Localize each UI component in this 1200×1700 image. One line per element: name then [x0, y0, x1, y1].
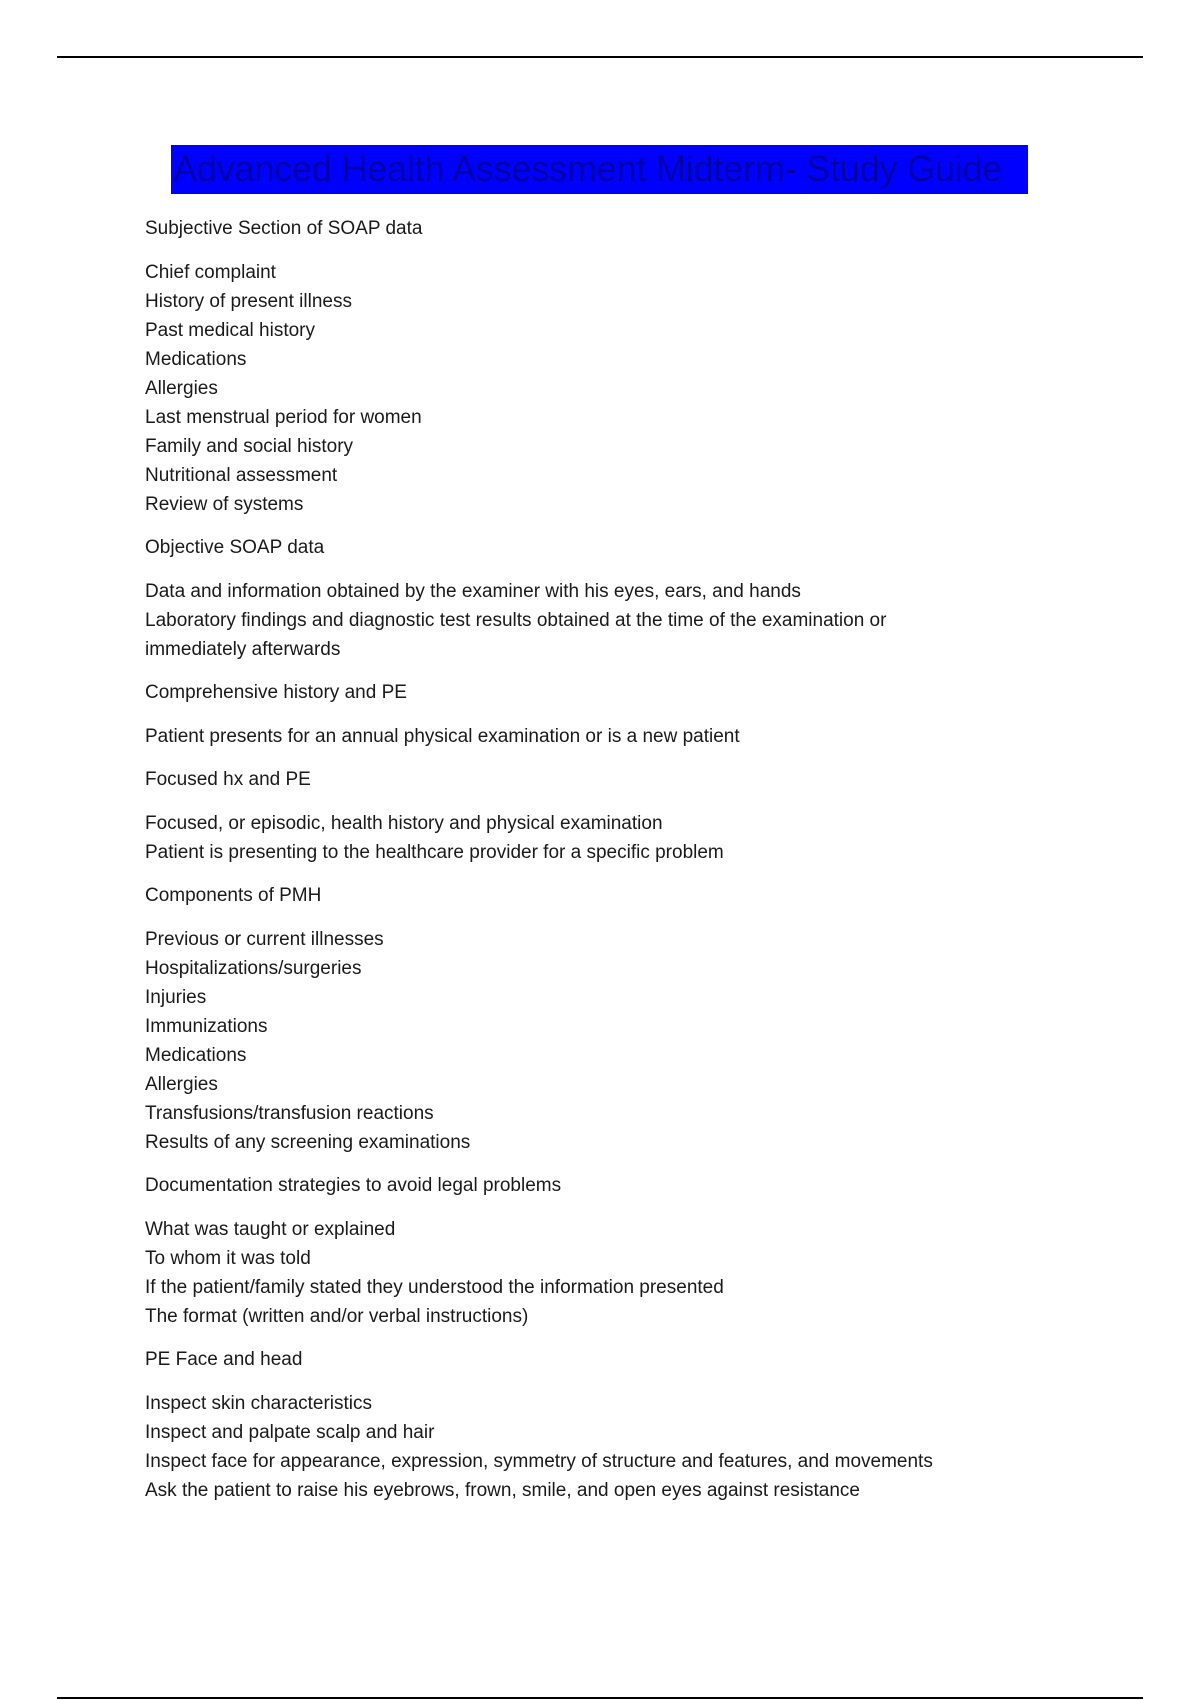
section-heading: PE Face and head [145, 1349, 303, 1370]
list-item: Data and information obtained by the examiner with his eyes, ears, and hands [145, 581, 801, 602]
list-item: Focused, or episodic, health history and physical examination [145, 813, 663, 834]
title-highlight [171, 145, 1028, 194]
list-item: Inspect skin characteristics [145, 1393, 373, 1414]
list-item: Patient presents for an annual physical examination or is a new patient [145, 726, 740, 747]
section-heading: Components of PMH [145, 885, 322, 906]
list-item: Last menstrual period for women [145, 407, 422, 428]
list-item: Hospitalizations/surgeries [145, 958, 362, 979]
list-item: Past medical history [145, 320, 316, 341]
list-item: Allergies [145, 378, 218, 399]
document-body [145, 214, 1045, 1519]
list-item: Inspect face for appearance, expression, symmetry of structure and features, and movements [145, 1451, 933, 1472]
list-item: Review of systems [145, 494, 304, 515]
list-item: Chief complaint [145, 262, 276, 283]
section-heading: Comprehensive history and PE [145, 682, 407, 703]
list-item: If the patient/family stated they understood the information presented [145, 1277, 724, 1298]
list-item: Laboratory findings and diagnostic test results obtained at the time of the examination or [145, 610, 887, 631]
section-items [145, 925, 1045, 1157]
list-item: Inspect and palpate scalp and hair [145, 1422, 435, 1443]
list-item: Results of any screening examinations [145, 1132, 471, 1153]
list-item: Previous or current illnesses [145, 929, 384, 950]
list-item: Nutritional assessment [145, 465, 338, 486]
list-item: Medications [145, 1045, 247, 1066]
section-heading: Focused hx and PE [145, 769, 311, 790]
list-item: History of present illness [145, 291, 352, 312]
section-comprehensive-history [145, 678, 1045, 751]
list-item: Immunizations [145, 1016, 268, 1037]
list-item: Medications [145, 349, 247, 370]
document-title: Advanced Health Assessment Midterm- Study Guide [173, 148, 1002, 189]
section-items [145, 577, 1045, 664]
list-item: Patient is presenting to the healthcare provider for a specific problem [145, 842, 724, 863]
section-subjective [145, 214, 1045, 519]
section-pe-face-head [145, 1345, 1045, 1505]
list-item: Allergies [145, 1074, 218, 1095]
list-item: What was taught or explained [145, 1219, 396, 1240]
section-heading: Subjective Section of SOAP data [145, 218, 423, 239]
section-items [145, 809, 1045, 867]
list-item: Injuries [145, 987, 207, 1008]
section-items [145, 1389, 1045, 1505]
header-rule [57, 56, 1143, 58]
section-heading: Documentation strategies to avoid legal problems [145, 1175, 562, 1196]
list-item: Ask the patient to raise his eyebrows, frown, smile, and open eyes against resistance [145, 1480, 860, 1501]
list-item: The format (written and/or verbal instructions) [145, 1306, 529, 1327]
section-items [145, 722, 1045, 751]
list-item: Family and social history [145, 436, 354, 457]
footer-rule [57, 1697, 1143, 1699]
section-items [145, 258, 1045, 519]
section-objective [145, 533, 1045, 664]
list-item: immediately afterwards [145, 639, 341, 660]
list-item: To whom it was told [145, 1248, 311, 1269]
section-items [145, 1215, 1045, 1331]
section-focused-hx [145, 765, 1045, 867]
section-documentation-strategies [145, 1171, 1045, 1331]
list-item: Transfusions/transfusion reactions [145, 1103, 434, 1124]
section-heading: Objective SOAP data [145, 537, 325, 558]
section-components-pmh [145, 881, 1045, 1157]
